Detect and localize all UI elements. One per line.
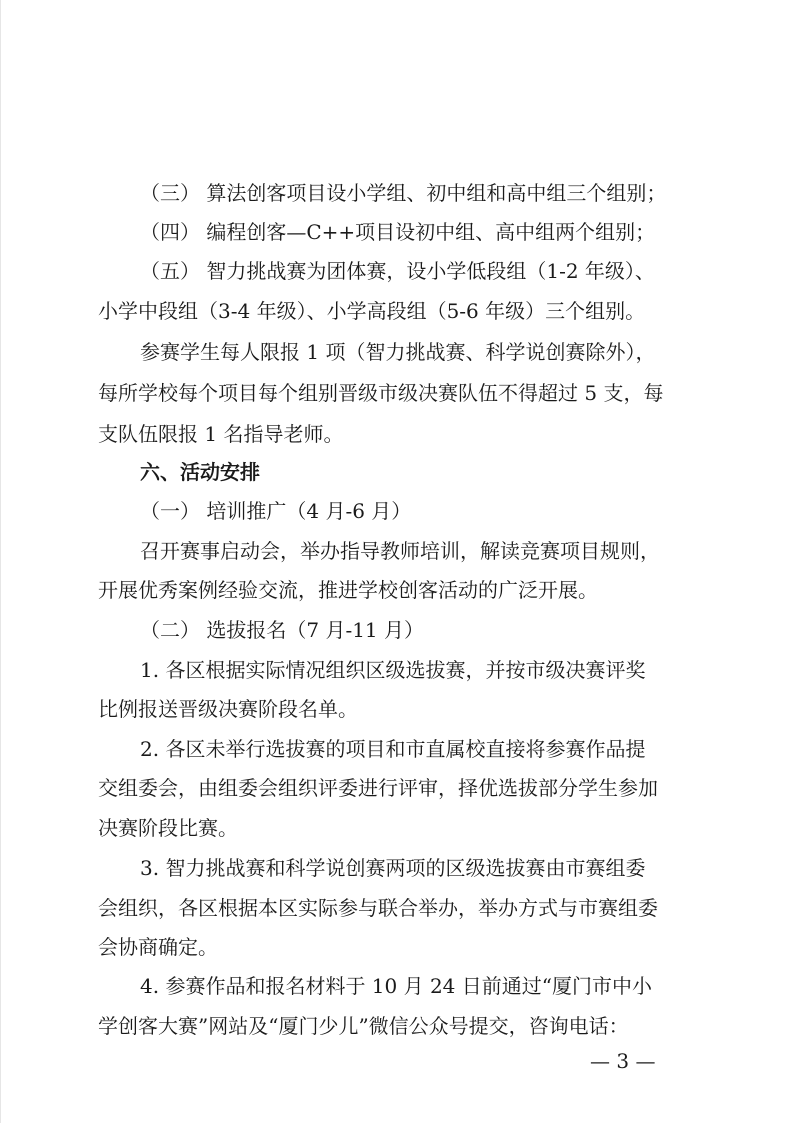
text-line-item-1: 1. 各区根据实际情况组织区级选拔赛，并按市级决赛评奖 <box>140 658 646 682</box>
text-line-item-2: 2. 各区未举行选拔赛的项目和市直属校直接将参赛作品提 <box>140 737 646 761</box>
text-line-item-4-cont: 学创客大赛”网站及“厦门少儿”微信公众号提交，咨询电话： <box>98 1014 629 1038</box>
text-line-limit: 参赛学生每人限报 1 项（智力挑战赛、科学说创赛除外）， <box>140 340 656 364</box>
text-line-group-4: （四） 编程创客—C++项目设初中组、高中组两个组别； <box>140 220 656 244</box>
subheading-training: （一） 培训推广（4 月-6 月） <box>140 499 412 523</box>
text-line-item-1-cont: 比例报送晋级决赛阶段名单。 <box>98 697 358 721</box>
text-line-limit-cont-1: 每所学校每个项目每个组别晋级市级决赛队伍不得超过 5 支，每 <box>98 381 664 405</box>
text-line-item-4: 4. 参赛作品和报名材料于 10 月 24 日前通过“厦门市中小 <box>140 974 652 998</box>
text-line-training-cont: 开展优秀案例经验交流，推进学校创客活动的广泛开展。 <box>98 578 598 602</box>
text-line-item-3-cont-1: 会组织，各区根据本区实际参与联合举办，举办方式与市赛组委 <box>98 896 658 920</box>
text-line-item-2-cont-1: 交组委会，由组委会组织评委进行评审，择优选拔部分学生参加 <box>98 776 658 800</box>
text-line-group-5-cont: 小学中段组（3-4 年级）、小学高段组（5-6 年级）三个组别。 <box>98 299 646 323</box>
page-number: — 3 — <box>590 1049 656 1073</box>
text-line-item-3-cont-2: 会协商确定。 <box>98 935 218 959</box>
text-line-group-5: （五） 智力挑战赛为团体赛，设小学低段组（1-2 年级）、 <box>140 259 655 283</box>
page-edge <box>0 0 1 1123</box>
text-line-training: 召开赛事启动会，举办指导教师培训，解读竞赛项目规则， <box>140 539 660 563</box>
text-line-limit-cont-2: 支队伍限报 1 名指导老师。 <box>98 422 344 446</box>
text-line-item-3: 3. 智力挑战赛和科学说创赛两项的区级选拔赛由市赛组委 <box>140 856 646 880</box>
section-heading-schedule: 六、活动安排 <box>140 460 260 484</box>
subheading-selection: （二） 选拔报名（7 月-11 月） <box>140 618 425 642</box>
text-line-item-2-cont-2: 决赛阶段比赛。 <box>98 816 238 840</box>
text-line-group-3: （三） 算法创客项目设小学组、初中组和高中组三个组别； <box>140 181 667 205</box>
